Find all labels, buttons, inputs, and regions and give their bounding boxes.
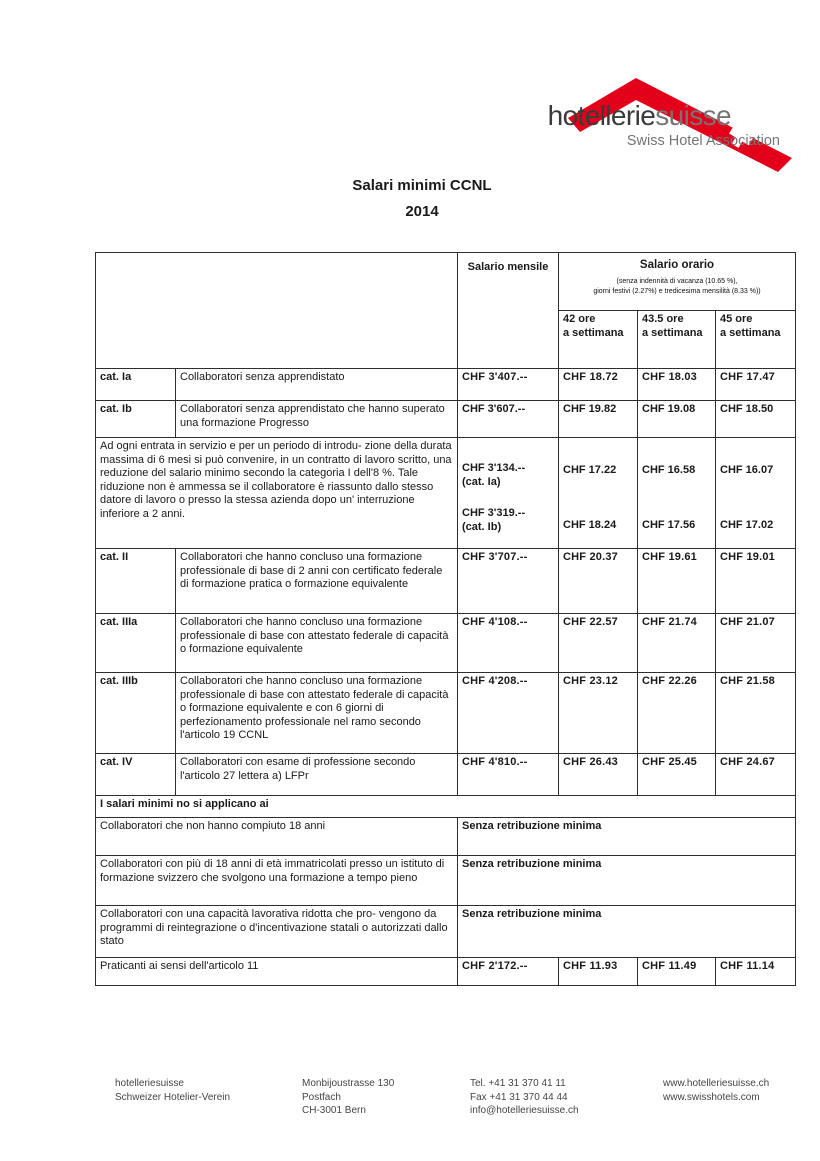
cell-desc: Collaboratori con esame di professione secondo l'articolo 27 lettera a) LFPr bbox=[176, 754, 458, 796]
cell-monthly: CHF 4'108.-- bbox=[458, 614, 559, 673]
cell-h42: CHF 20.37 bbox=[559, 549, 638, 614]
cell-no-minimum: Senza retribuzione minima bbox=[458, 818, 796, 856]
cell-h43: CHF 18.03 bbox=[638, 369, 716, 401]
intro-monthly-ia: CHF 3'134.-- (cat. Ia) bbox=[462, 462, 526, 488]
header-col-42h: 42 ore a settimana bbox=[559, 311, 638, 369]
cell-h42: CHF 19.82 bbox=[559, 401, 638, 438]
cell-h45: CHF 17.47 bbox=[716, 369, 796, 401]
table-row-exempt-students bbox=[96, 856, 796, 906]
cell-h42: CHF 18.72 bbox=[559, 369, 638, 401]
cell-h45: CHF 21.07 bbox=[716, 614, 796, 673]
table-row-exempt-reduced-capacity bbox=[96, 906, 796, 958]
cell-h42: CHF 26.43 bbox=[559, 754, 638, 796]
cell-desc: Collaboratori senza apprendistato bbox=[176, 369, 458, 401]
cell-desc: Collaboratori che non hanno compiuto 18 anni bbox=[96, 818, 458, 856]
cell-h43: CHF 19.08 bbox=[638, 401, 716, 438]
cell-monthly: CHF 4'810.-- bbox=[458, 754, 559, 796]
cell-no-minimum: Senza retribuzione minima bbox=[458, 906, 796, 958]
cell-h43: CHF 11.49 bbox=[638, 958, 716, 986]
footer-organisation: hotelleriesuisse Schweizer Hotelier-Verein bbox=[115, 1078, 231, 1103]
cell-desc: Collaboratori che hanno concluso una formazione professionale di base con attestato federale di capacità o formazione equivalente bbox=[176, 614, 458, 673]
table-row-section-header bbox=[96, 796, 796, 818]
cell-cat: cat. IIIb bbox=[96, 673, 176, 754]
brand-tagline: Swiss Hotel Association bbox=[626, 133, 780, 149]
header-col-43h: 43.5 ore a settimana bbox=[638, 311, 716, 369]
header-hourly bbox=[559, 253, 796, 311]
cell-monthly: CHF 3'707.-- bbox=[458, 549, 559, 614]
cell-h43: CHF 21.74 bbox=[638, 614, 716, 673]
table-row-praticanti bbox=[96, 958, 796, 986]
cell-intro-h43: CHF 16.58 CHF 17.56 bbox=[638, 438, 716, 549]
cell-cat: cat. Ib bbox=[96, 401, 176, 438]
brand-secondary: suisse bbox=[655, 100, 731, 131]
brand-wordmark bbox=[548, 100, 731, 132]
header-row-top bbox=[96, 253, 796, 311]
header-hourly-title: Salario orario bbox=[639, 259, 715, 271]
title-line2: 2014 bbox=[405, 203, 439, 220]
cell-h43: CHF 25.45 bbox=[638, 754, 716, 796]
cell-monthly: CHF 2'172.-- bbox=[458, 958, 559, 986]
cell-intro-monthly bbox=[458, 438, 559, 549]
footer-website-2: www.swisshotels.com bbox=[663, 1091, 760, 1103]
cell-h45: CHF 19.01 bbox=[716, 549, 796, 614]
footer-email: info@hotelleriesuisse.ch bbox=[470, 1105, 579, 1116]
hotelleriesuisse-logo bbox=[500, 70, 795, 178]
cell-desc: Collaboratori con una capacità lavorativa ridotta che pro- vengono da programmi di reintegrazione o d'incentivazione statali o autorizzati dallo stato bbox=[96, 906, 458, 958]
table-row-cat-ii bbox=[96, 549, 796, 614]
footer-phone: Tel. +41 31 370 41 11 bbox=[470, 1078, 566, 1089]
intro-monthly-ib: CHF 3'319.-- (cat. Ib) bbox=[462, 507, 526, 533]
cell-h42: CHF 23.12 bbox=[559, 673, 638, 754]
cell-cat: cat. II bbox=[96, 549, 176, 614]
footer-contact bbox=[470, 1077, 579, 1118]
brand-primary: hotellerie bbox=[547, 100, 656, 131]
table-row-intro-period bbox=[96, 438, 796, 549]
footer-websites bbox=[663, 1077, 769, 1104]
title-line1: Salari minimi CCNL bbox=[352, 177, 492, 194]
cell-h42: CHF 11.93 bbox=[559, 958, 638, 986]
footer-fax: Fax +41 31 370 44 44 bbox=[470, 1091, 568, 1103]
cell-h45: CHF 21.58 bbox=[716, 673, 796, 754]
cell-desc: Collaboratori con più di 18 anni di età immatricolati presso un istituto di formazione svizzero che svolgono una formazione a tempo pieno bbox=[96, 856, 458, 906]
table-row-cat-iiia bbox=[96, 614, 796, 673]
cell-desc: Collaboratori che hanno concluso una formazione professionale di base con attestato federale di capacità o formazione equivalente e con 6 giorni di perfezionamento professionale nel ramo secondo l'articolo 19 CCNL bbox=[176, 673, 458, 754]
table-row-cat-iv bbox=[96, 754, 796, 796]
cell-h42: CHF 22.57 bbox=[559, 614, 638, 673]
cell-intro-h42: CHF 17.22 CHF 18.24 bbox=[559, 438, 638, 549]
header-col-45h: 45 ore a settimana bbox=[716, 311, 796, 369]
cell-monthly: CHF 3'407.-- bbox=[458, 369, 559, 401]
header-hourly-note: (senza indennità di vacanza (10.65 %), giorni festivi (2.27%) e tredicesima mensilità (8.33 %)) bbox=[593, 277, 761, 295]
table-row-exempt-under18 bbox=[96, 818, 796, 856]
cell-intro-text: Ad ogni entrata in servizio e per un periodo di introdu- zione della durata massima di 6 mesi si può convenire, in un contratto di lavoro scritto, una reduzione del salario minimo secondo la categoria I dell'8 %. Tale riduzione non è ammessa se il collaboratore è riassunto dallo stesso datore di lavoro o presso la stessa azienda dopo un' interruzione inferiore a 2 anni. bbox=[96, 438, 458, 549]
cell-h45: CHF 24.67 bbox=[716, 754, 796, 796]
footer-website-1: www.hotelleriesuisse.ch bbox=[663, 1078, 770, 1089]
cell-h43: CHF 19.61 bbox=[638, 549, 716, 614]
cell-h43: CHF 22.26 bbox=[638, 673, 716, 754]
table-row-cat-iiib bbox=[96, 673, 796, 754]
cell-h45: CHF 11.14 bbox=[716, 958, 796, 986]
cell-cat: cat. Ia bbox=[96, 369, 176, 401]
cell-cat: cat. IV bbox=[96, 754, 176, 796]
cell-no-minimum: Senza retribuzione minima bbox=[458, 856, 796, 906]
cell-monthly: CHF 4'208.-- bbox=[458, 673, 559, 754]
cell-intro-h45: CHF 16.07 CHF 17.02 bbox=[716, 438, 796, 549]
header-monthly: Salario mensile bbox=[458, 253, 559, 369]
cell-desc: Collaboratori senza apprendistato che hanno superato una formazione Progresso bbox=[176, 401, 458, 438]
cell-monthly: CHF 3'607.-- bbox=[458, 401, 559, 438]
cell-cat: cat. IIIa bbox=[96, 614, 176, 673]
page-title bbox=[22, 177, 820, 220]
salary-table bbox=[95, 252, 796, 986]
section-label: I salari minimi no si applicano ai bbox=[96, 796, 796, 818]
cell-desc: Praticanti ai sensi dell'articolo 11 bbox=[96, 958, 458, 986]
table-row-cat-ia bbox=[96, 369, 796, 401]
header-empty-cell bbox=[96, 253, 458, 369]
cell-h45: CHF 18.50 bbox=[716, 401, 796, 438]
table-row-cat-ib bbox=[96, 401, 796, 438]
footer-address: Monbijoustrasse 130 Postfach CH-3001 Bern bbox=[302, 1078, 395, 1116]
cell-desc: Collaboratori che hanno concluso una formazione professionale di base di 2 anni con certificato federale di formazione pratica o formazione equivalente bbox=[176, 549, 458, 614]
